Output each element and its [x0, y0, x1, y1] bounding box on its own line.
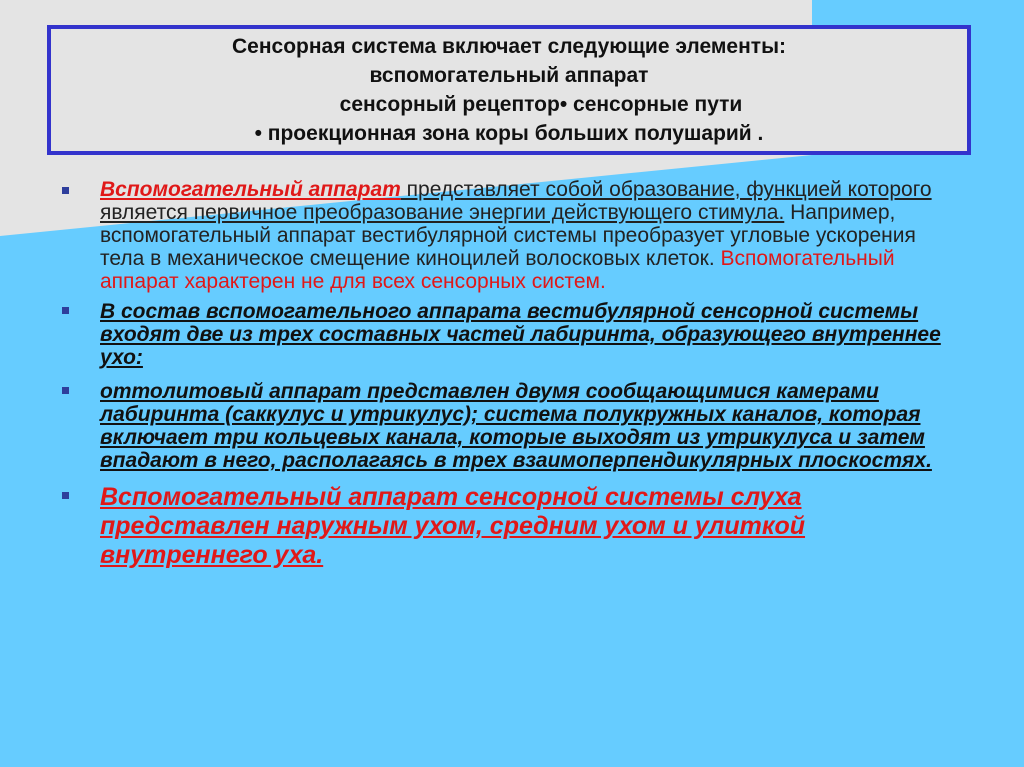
square-bullet-icon: [62, 387, 69, 394]
bullet-text: оттолитовый аппарат представлен двумя сообщающимися камерами лабиринта (саккулус и утрикулус); система полукружных каналов, которая включает три кольцевых канала, которые выходят из утрикулуса и затем впадают в него, располагаясь в трех взаимоперпендикулярных плоскостях.: [100, 380, 932, 472]
bullet-item-otolith-apparatus: [62, 380, 962, 472]
bullet-item-hearing-system: [62, 483, 962, 570]
title-line-3: сенсорный рецептор• сенсорные пути: [339, 93, 743, 116]
bullet-lead-term: Вспомогательный аппарат: [100, 178, 401, 201]
title-frame: [47, 25, 971, 155]
bullet-red-note: Вспомогательный аппарат характерен не для всех сенсорных систем.: [100, 247, 895, 293]
bullet-example: Например, вспомогательный аппарат вестибулярной системы преобразует угловые ускорения тела в механическое смещение киноцилей волосковых клеток.: [100, 201, 916, 270]
title-line-4: • проекционная зона коры больших полушарий .: [254, 122, 764, 145]
bullet-item-auxiliary-apparatus: [62, 178, 962, 293]
bullet-text: Вспомогательный аппарат сенсорной системы слуха представлен наружным ухом, средним ухом и улиткой внутреннего уха.: [100, 483, 806, 569]
bullet-definition: представляет собой образование, функцией которого является первичное преобразование энергии действующего стимула.: [100, 178, 932, 224]
square-bullet-icon: [62, 307, 69, 314]
square-bullet-icon: [62, 492, 69, 499]
bullet-text: В состав вспомогательного аппарата вестибулярной сенсорной системы входят две из трех составных частей лабиринта, образующего внутреннее ухо:: [100, 300, 941, 369]
bullet-list: [62, 178, 962, 570]
title-line-1: Сенсорная система включает следующие элементы:: [232, 35, 786, 58]
bullet-item-vestibular-composition: [62, 300, 962, 369]
title-line-2: вспомогательный аппарат: [369, 64, 649, 87]
square-bullet-icon: [62, 187, 69, 194]
